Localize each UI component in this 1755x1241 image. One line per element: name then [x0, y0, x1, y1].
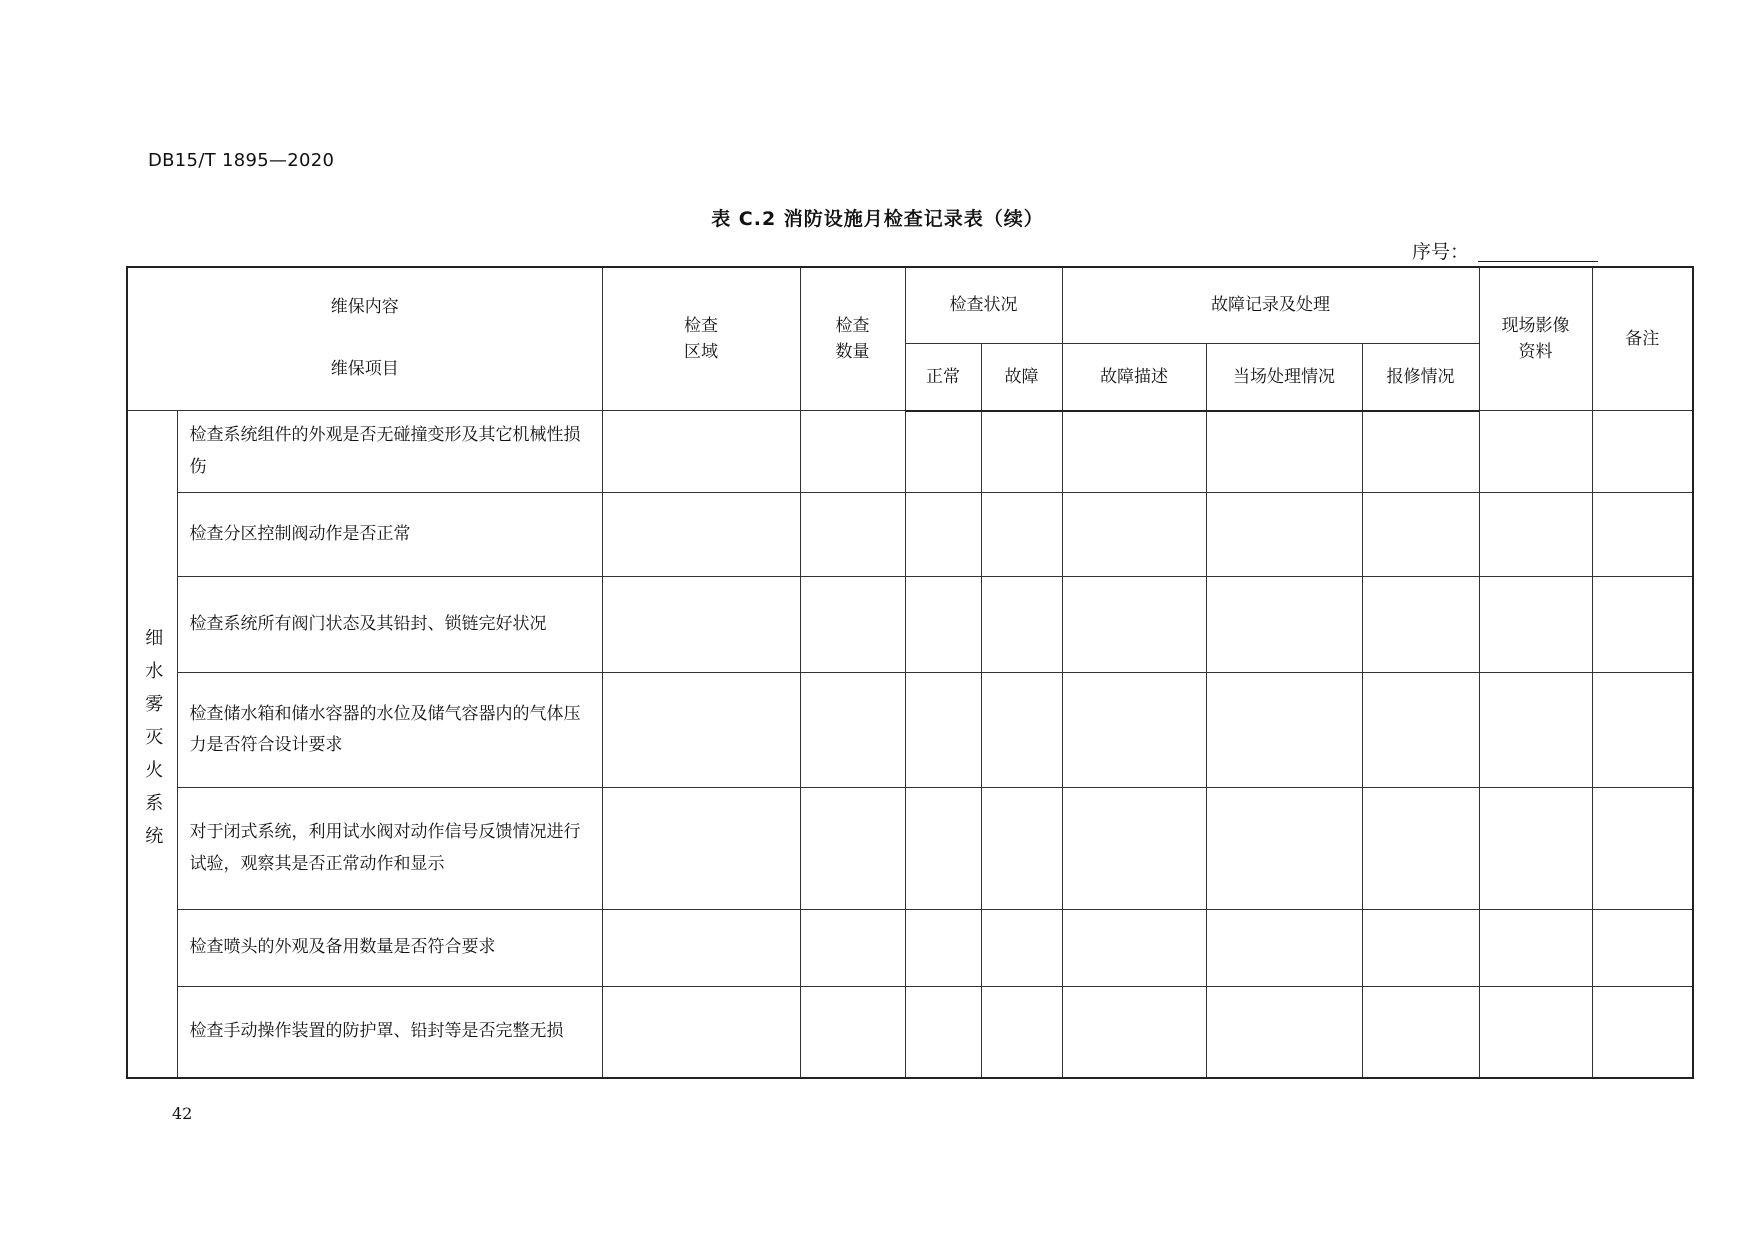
fault-cell[interactable] [981, 493, 1062, 577]
header-fault-description: 故障描述 [1062, 344, 1206, 411]
header-remarks: 备注 [1592, 267, 1693, 411]
header-inspection-quantity: 检查 数量 [800, 267, 905, 411]
system-name: 细水雾灭火系统 [142, 628, 164, 860]
table-row [127, 577, 1693, 673]
normal-cell[interactable] [905, 577, 981, 673]
maintenance-item: 检查喷头的外观及备用数量是否符合要求 [177, 910, 602, 987]
page-number: 42 [172, 1104, 193, 1123]
maintenance-item: 检查系统组件的外观是否无碰撞变形及其它机械性损伤 [177, 411, 602, 493]
fault-description-cell[interactable] [1062, 493, 1206, 577]
normal-cell[interactable] [905, 493, 981, 577]
maintenance-item: 检查手动操作装置的防护罩、铅封等是否完整无损 [177, 987, 602, 1078]
remarks-cell[interactable] [1592, 673, 1693, 788]
fault-description-cell[interactable] [1062, 577, 1206, 673]
area-cell[interactable] [602, 577, 800, 673]
table-row [127, 493, 1693, 577]
quantity-cell[interactable] [800, 910, 905, 987]
quantity-cell[interactable] [800, 493, 905, 577]
header-fault-record: 故障记录及处理 [1062, 267, 1479, 344]
table-row [127, 987, 1693, 1078]
header-status-normal: 正常 [905, 344, 981, 411]
maintenance-item: 对于闭式系统，利用试水阀对动作信号反馈情况进行试验，观察其是否正常动作和显示 [177, 788, 602, 910]
monthly-inspection-table [126, 266, 1694, 1079]
header-site-images: 现场影像 资料 [1479, 267, 1592, 411]
header-row-1 [127, 267, 1693, 344]
onsite-handling-cell[interactable] [1206, 493, 1362, 577]
header-status-fault: 故障 [981, 344, 1062, 411]
remarks-cell[interactable] [1592, 493, 1693, 577]
repair-report-cell[interactable] [1362, 673, 1479, 788]
header-inspection-area: 检查 区域 [602, 267, 800, 411]
fault-cell[interactable] [981, 910, 1062, 987]
header-maintenance-item: 维保项目 [330, 359, 399, 379]
standard-code: DB15/T 1895—2020 [148, 150, 335, 171]
normal-cell[interactable] [905, 673, 981, 788]
site-images-cell[interactable] [1479, 577, 1592, 673]
serial-number-label: 序号： [1412, 241, 1470, 263]
fault-description-cell[interactable] [1062, 411, 1206, 493]
maintenance-item: 检查储水箱和储水容器的水位及储气容器内的气体压力是否符合设计要求 [177, 673, 602, 788]
quantity-cell[interactable] [800, 577, 905, 673]
table-row [127, 788, 1693, 910]
area-cell[interactable] [602, 673, 800, 788]
repair-report-cell[interactable] [1362, 493, 1479, 577]
remarks-cell[interactable] [1592, 987, 1693, 1078]
onsite-handling-cell[interactable] [1206, 910, 1362, 987]
fault-description-cell[interactable] [1062, 910, 1206, 987]
area-cell[interactable] [602, 910, 800, 987]
table-row [127, 673, 1693, 788]
area-cell[interactable] [602, 788, 800, 910]
onsite-handling-cell[interactable] [1206, 577, 1362, 673]
header-maintenance-content: 维保内容 [330, 297, 399, 317]
area-cell[interactable] [602, 411, 800, 493]
quantity-cell[interactable] [800, 987, 905, 1078]
maintenance-item: 检查系统所有阀门状态及其铅封、锁链完好状况 [177, 577, 602, 673]
repair-report-cell[interactable] [1362, 577, 1479, 673]
remarks-cell[interactable] [1592, 910, 1693, 987]
onsite-handling-cell[interactable] [1206, 411, 1362, 493]
onsite-handling-cell[interactable] [1206, 987, 1362, 1078]
fault-description-cell[interactable] [1062, 987, 1206, 1078]
quantity-cell[interactable] [800, 788, 905, 910]
serial-number-blank[interactable] [1478, 261, 1598, 262]
quantity-cell[interactable] [800, 411, 905, 493]
normal-cell[interactable] [905, 788, 981, 910]
site-images-cell[interactable] [1479, 493, 1592, 577]
system-name-cell [127, 411, 177, 1078]
fault-description-cell[interactable] [1062, 788, 1206, 910]
table-body [127, 411, 1693, 1078]
fault-cell[interactable] [981, 788, 1062, 910]
repair-report-cell[interactable] [1362, 987, 1479, 1078]
header-repair-report: 报修情况 [1362, 344, 1479, 411]
site-images-cell[interactable] [1479, 673, 1592, 788]
normal-cell[interactable] [905, 910, 981, 987]
site-images-cell[interactable] [1479, 411, 1592, 493]
fault-cell[interactable] [981, 411, 1062, 493]
normal-cell[interactable] [905, 411, 981, 493]
maintenance-item: 检查分区控制阀动作是否正常 [177, 493, 602, 577]
fault-cell[interactable] [981, 577, 1062, 673]
site-images-cell[interactable] [1479, 987, 1592, 1078]
header-maintenance [127, 267, 602, 411]
quantity-cell[interactable] [800, 673, 905, 788]
remarks-cell[interactable] [1592, 788, 1693, 910]
fault-description-cell[interactable] [1062, 673, 1206, 788]
onsite-handling-cell[interactable] [1206, 673, 1362, 788]
repair-report-cell[interactable] [1362, 910, 1479, 987]
fault-cell[interactable] [981, 987, 1062, 1078]
site-images-cell[interactable] [1479, 910, 1592, 987]
area-cell[interactable] [602, 493, 800, 577]
onsite-handling-cell[interactable] [1206, 788, 1362, 910]
header-onsite-handling: 当场处理情况 [1206, 344, 1362, 411]
header-inspection-status: 检查状况 [905, 267, 1062, 344]
site-images-cell[interactable] [1479, 788, 1592, 910]
table-title: 表 C.2 消防设施月检查记录表（续） [711, 208, 1044, 230]
normal-cell[interactable] [905, 987, 981, 1078]
repair-report-cell[interactable] [1362, 788, 1479, 910]
table-row [127, 910, 1693, 987]
repair-report-cell[interactable] [1362, 411, 1479, 493]
table-row [127, 411, 1693, 493]
remarks-cell[interactable] [1592, 411, 1693, 493]
fault-cell[interactable] [981, 673, 1062, 788]
remarks-cell[interactable] [1592, 577, 1693, 673]
area-cell[interactable] [602, 987, 800, 1078]
